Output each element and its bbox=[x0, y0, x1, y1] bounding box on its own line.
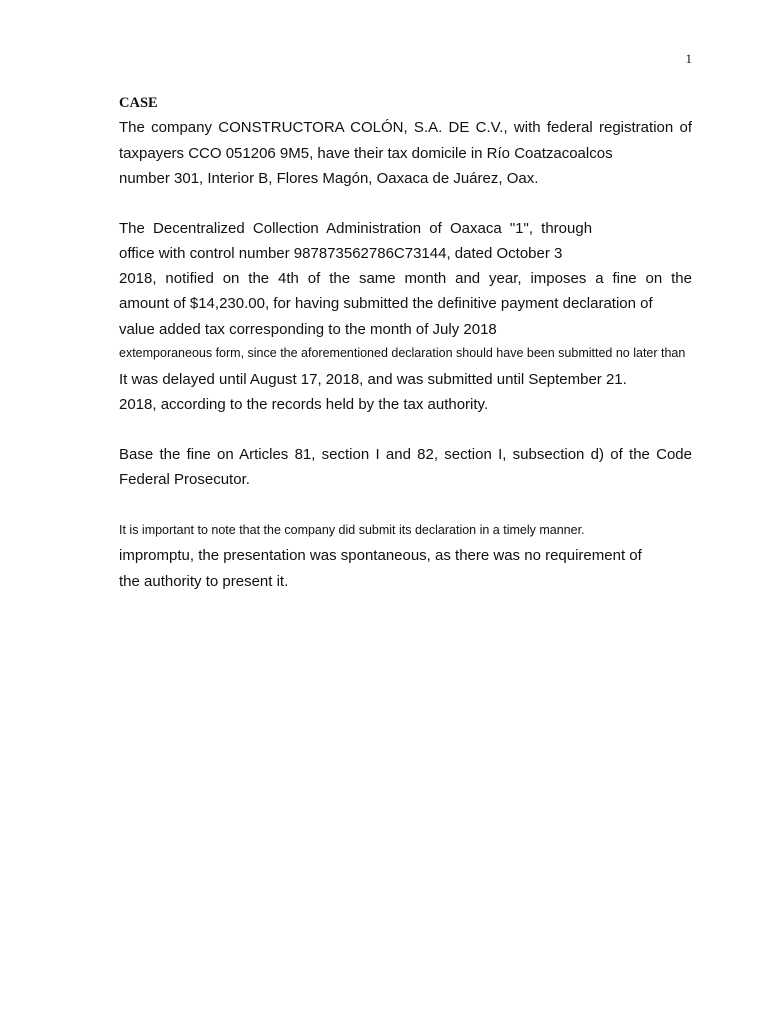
paragraph-1-line-1: The company CONSTRUCTORA COLÓN, S.A. DE C.V., with federal registration of bbox=[119, 119, 692, 136]
paragraph-1-line-2: taxpayers CCO 051206 9M5, have their tax domicile in Río Coatzacoalcos bbox=[119, 145, 613, 162]
paragraph-2-line-1: The Decentralized Collection Administration of Oaxaca "1", through bbox=[119, 220, 593, 237]
paragraph-2-line-6: extemporaneous form, since the aforementioned declaration should have been submitted no later than bbox=[119, 346, 686, 360]
paragraph-4-line-3: the authority to present it. bbox=[119, 573, 289, 590]
paragraph-4-line-1: It is important to note that the company did submit its declaration in a timely manner. bbox=[119, 523, 585, 537]
paragraph-3-line-1: Base the fine on Articles 81, section I and 82, section I, subsection d) of the Code bbox=[119, 446, 692, 463]
paragraph-2-line-4: amount of $14,230.00, for having submitted the definitive payment declaration of bbox=[119, 295, 653, 312]
paragraph-2-line-8: 2018, according to the records held by the tax authority. bbox=[119, 396, 489, 413]
case-heading: CASE bbox=[119, 95, 158, 111]
paragraph-3-line-2: Federal Prosecutor. bbox=[119, 471, 250, 488]
paragraph-2-line-3: 2018, notified on the 4th of the same month and year, imposes a fine on the bbox=[119, 270, 692, 287]
paragraph-2-line-7: It was delayed until August 17, 2018, and was submitted until September 21. bbox=[119, 371, 627, 388]
page-number: 1 bbox=[685, 51, 692, 66]
paragraph-2-line-5: value added tax corresponding to the month of July 2018 bbox=[119, 321, 497, 338]
paragraph-2-line-2: office with control number 987873562786C73144, dated October 3 bbox=[119, 245, 563, 262]
paragraph-4-line-2: impromptu, the presentation was spontaneous, as there was no requirement of bbox=[119, 547, 642, 564]
paragraph-1-line-3: number 301, Interior B, Flores Magón, Oaxaca de Juárez, Oax. bbox=[119, 170, 539, 187]
